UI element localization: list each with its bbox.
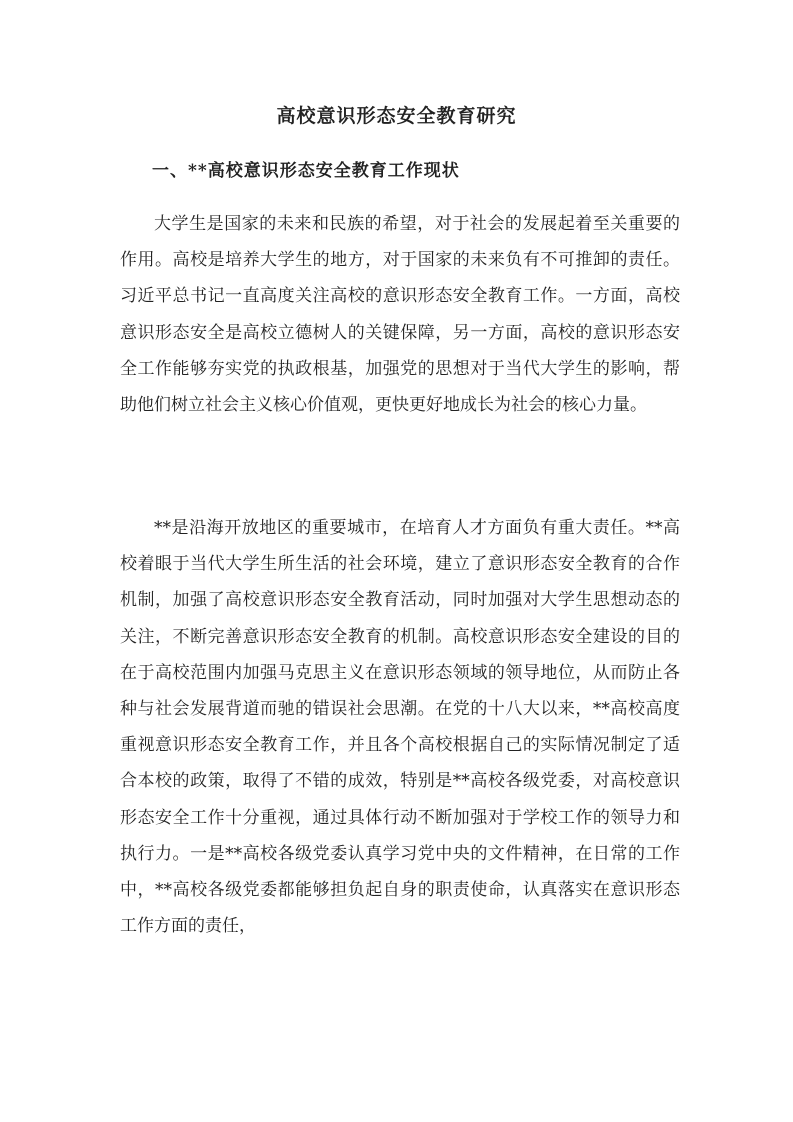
paragraph-2: **是沿海开放地区的重要城市，在培育人才方面负有重大责任。**高校着眼于当代大学生所生活的社会环境，建立了意识形态安全教育的合作机制，加强了高校意识形态安全教育活动，同时加强对大学生思想动态的关注，不断完善意识形态安全教育的机制。高校意识形态安全建设的目的在于高校范围内加强马克思主义在意识形态领域的领导地位，从而防止各种与社会发展背道而驰的错误社会思潮。在党的十八大以来，**高校高度重视意识形态安全教育工作，并且各个高校根据自己的实际情况制定了适合本校的政策，取得了不错的成效，特别是**高校各级党委，对高校意识形态安全工作十分重视，通过具体行动不断加强对于学校工作的领导力和执行力。一是**高校各级党委认真学习党中央的文件精神，在日常的工作中，**高校各级党委都能够担负起自身的职责使命，认真落实在意识形态工作方面的责任，: [120, 518, 680, 937]
document-title: 高校意识形态安全教育研究: [276, 105, 517, 127]
section-heading: 一、**高校意识形态安全教育工作现状: [152, 161, 460, 181]
paragraph-1: 大学生是国家的未来和民族的希望，对于社会的发展起着至关重要的作用。高校是培养大学生的地方，对于国家的未来负有不可推卸的责任。习近平总书记一直高度关注高校的意识形态安全教育工作。一方面，高校意识形态安全是高校立德树人的关键保障，另一方面，高校的意识形态安全工作能够夯实党的执政根基，加强党的思想对于当代大学生的影响，帮助他们树立社会主义核心价值观，更快更好地成长为社会的核心力量。: [120, 214, 680, 416]
